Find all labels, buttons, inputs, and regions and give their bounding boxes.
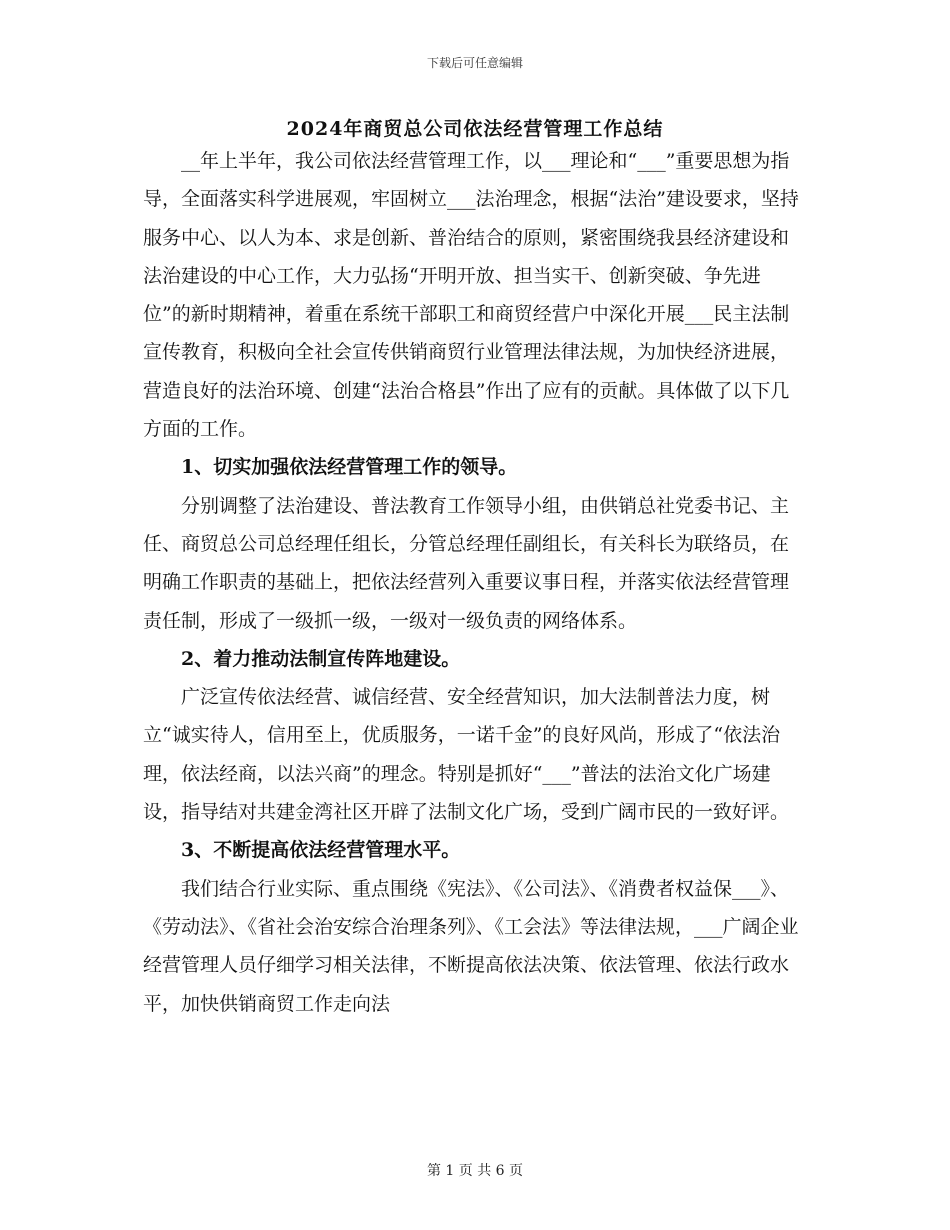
page-number: 第 1 页 共 6 页: [426, 1163, 524, 1179]
section-heading-2: 2、着力推动法制宣传阵地建设。: [181, 647, 461, 670]
header-note: 下载后可任意编辑: [426, 56, 523, 70]
document-title: 2024年商贸总公司依法经营管理工作总结: [286, 118, 664, 140]
section-body-3: 我们结合行业实际、重点围绕《宪法》、《公司法》、《消费者权益保___》、《劳动法》、《省社会治安综合治理条列》、《工会法》等法律法规，___广阔企业经营管理人员仔细学习相关法律，不断提高依法决策、依法管理、依法行政水平，加快供销商贸工作走向法: [143, 877, 799, 1015]
intro-paragraph: __年上半年，我公司依法经营管理工作，以___理论和“___”重要思想为指导，全面落实科学进展观，牢固树立___法治理念，根据“法治”建设要求，坚持服务中心、以人为本、求是创新、普治结合的原则，紧密围绕我县经济建设和法治建设的中心工作，大力弘扬“开明开放、担当实干、创新突破、争先进位”的新时期精神，着重在系统干部职工和商贸经营户中深化开展___民主法制宣传教育，积极向全社会宣传供销商贸行业管理法律法规，为加快经济进展，营造良好的法治环境、创建“法治合格县”作出了应有的贡献。具体做了以下几方面的工作。: [143, 150, 799, 441]
section-heading-1: 1、切实加强依法经营管理工作的领导。: [181, 456, 518, 479]
section-heading-3: 3、不断提高依法经营管理水平。: [181, 839, 461, 862]
document-body: [143, 142, 807, 1023]
section-body-2: 广泛宣传依法经营、诚信经营、安全经营知识，加大法制普法力度，树立“诚实待人，信用至上，优质服务，一诺千金”的良好风尚，形成了“依法治理，依法经商，以法兴商”的理念。特别是抓好“___”普法的法治文化广场建设，指导结对共建金湾社区开辟了法制文化广场，受到广阔市民的一致好评。: [143, 686, 790, 824]
section-body-1: 分别调整了法治建设、普法教育工作领导小组，由供销总社党委书记、主任、商贸总公司总经理任组长，分管总经理任副组长，有关科长为联络员，在明确工作职责的基础上，把依法经营列入重要议事日程，并落实依法经营管理责任制，形成了一级抓一级，一级对一级负责的网络体系。: [143, 494, 790, 632]
